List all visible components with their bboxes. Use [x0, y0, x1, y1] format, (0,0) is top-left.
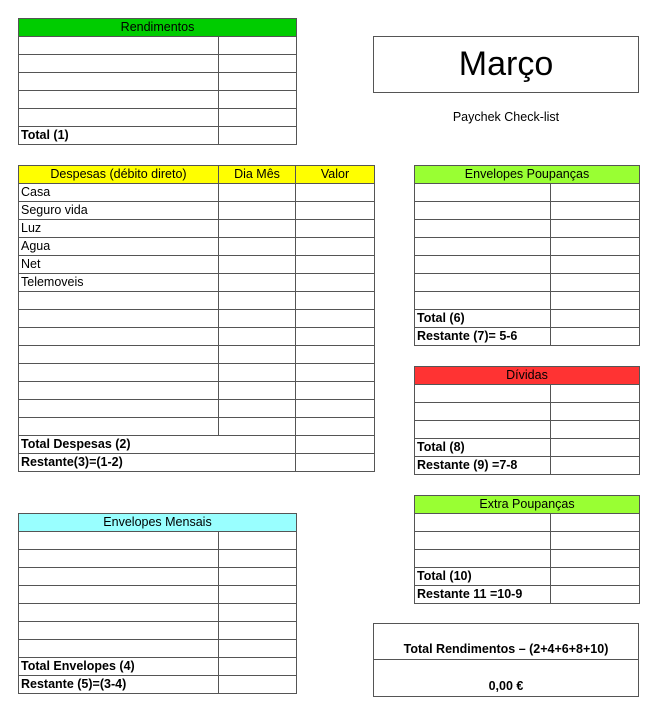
expense-label[interactable] — [19, 328, 219, 346]
table-row — [19, 364, 375, 382]
cell[interactable] — [219, 346, 296, 364]
dividas-table — [414, 366, 640, 475]
cell[interactable] — [219, 202, 296, 220]
total-label: Total Despesas (2) — [19, 436, 296, 454]
cell[interactable] — [296, 310, 375, 328]
grand-total-label: Total Rendimentos – (2+4+6+8+10) — [374, 624, 638, 660]
cell[interactable] — [219, 604, 297, 622]
cell[interactable] — [415, 274, 551, 292]
restante-row — [415, 586, 640, 604]
expense-label[interactable] — [19, 382, 219, 400]
total-row — [415, 439, 640, 457]
extra-poupancas-table — [414, 495, 640, 604]
total-row — [19, 127, 297, 145]
table-row — [415, 184, 640, 202]
restante-row — [415, 457, 640, 475]
cell[interactable] — [415, 532, 551, 550]
restante-value[interactable] — [551, 586, 640, 604]
cell[interactable] — [19, 532, 219, 550]
cell[interactable] — [19, 640, 219, 658]
restante-value[interactable] — [219, 676, 297, 694]
table-row — [415, 202, 640, 220]
table-row — [19, 109, 297, 127]
table-row — [19, 604, 297, 622]
despesas-table — [18, 165, 375, 472]
cell[interactable] — [219, 640, 297, 658]
expense-label[interactable] — [19, 346, 219, 364]
restante-value[interactable] — [551, 328, 640, 346]
table-row — [19, 568, 297, 586]
month-title: Março — [373, 36, 639, 93]
cell[interactable] — [219, 550, 297, 568]
cell[interactable] — [219, 568, 297, 586]
table-row — [415, 532, 640, 550]
expense-label[interactable]: Agua — [19, 238, 219, 256]
cell[interactable] — [19, 550, 219, 568]
cell[interactable] — [551, 421, 640, 439]
cell[interactable] — [296, 364, 375, 382]
cell[interactable] — [551, 238, 640, 256]
total-value[interactable] — [551, 439, 640, 457]
expense-label[interactable] — [19, 364, 219, 382]
cell[interactable] — [219, 382, 296, 400]
table-row — [19, 310, 375, 328]
total-row — [415, 568, 640, 586]
cell[interactable] — [19, 604, 219, 622]
despesas-header: Despesas (débito direto) — [19, 166, 219, 184]
cell[interactable] — [415, 514, 551, 532]
table-row — [415, 220, 640, 238]
table-row — [415, 292, 640, 310]
table-row — [19, 91, 297, 109]
restante-label: Restante (7)= 5-6 — [415, 328, 551, 346]
envelopes-mensais-table — [18, 513, 297, 694]
cell[interactable] — [415, 385, 551, 403]
table-row — [19, 184, 375, 202]
cell[interactable] — [19, 73, 219, 91]
cell[interactable] — [415, 238, 551, 256]
cell[interactable] — [219, 400, 296, 418]
cell[interactable] — [219, 91, 297, 109]
table-row — [19, 346, 375, 364]
cell[interactable] — [551, 256, 640, 274]
cell[interactable] — [551, 220, 640, 238]
cell[interactable] — [551, 184, 640, 202]
valor-header: Valor — [296, 166, 375, 184]
table-row — [19, 238, 375, 256]
total-label: Total (10) — [415, 568, 551, 586]
cell[interactable] — [415, 421, 551, 439]
rendimentos-header: Rendimentos — [19, 19, 297, 37]
extra-poupancas-header: Extra Poupanças — [415, 496, 640, 514]
total-label: Total (1) — [19, 127, 219, 145]
table-row — [19, 640, 297, 658]
cell[interactable] — [551, 403, 640, 421]
table-row — [19, 292, 375, 310]
restante-row — [19, 454, 375, 472]
expense-label[interactable]: Casa — [19, 184, 219, 202]
cell[interactable] — [19, 37, 219, 55]
expense-label[interactable]: Seguro vida — [19, 202, 219, 220]
table-row — [415, 403, 640, 421]
table-row — [415, 274, 640, 292]
cell[interactable] — [415, 184, 551, 202]
cell[interactable] — [296, 274, 375, 292]
table-row — [415, 421, 640, 439]
cell[interactable] — [219, 73, 297, 91]
table-row — [415, 550, 640, 568]
cell[interactable] — [415, 292, 551, 310]
cell[interactable] — [19, 622, 219, 640]
cell[interactable] — [219, 622, 297, 640]
total-value[interactable] — [551, 310, 640, 328]
total-row — [19, 658, 297, 676]
expense-label[interactable] — [19, 292, 219, 310]
cell[interactable] — [219, 328, 296, 346]
dia-mes-header: Dia Mês — [219, 166, 296, 184]
cell[interactable] — [219, 418, 296, 436]
table-row — [19, 532, 297, 550]
cell[interactable] — [551, 385, 640, 403]
restante-label: Restante 11 =10-9 — [415, 586, 551, 604]
cell[interactable] — [219, 238, 296, 256]
cell[interactable] — [219, 109, 297, 127]
grand-total-value: 0,00 € — [488, 679, 524, 693]
expense-label[interactable] — [19, 310, 219, 328]
cell[interactable] — [296, 292, 375, 310]
cell[interactable] — [296, 382, 375, 400]
cell[interactable] — [296, 202, 375, 220]
total-row — [19, 436, 375, 454]
table-row — [19, 622, 297, 640]
total-value[interactable] — [296, 436, 375, 454]
expense-label[interactable] — [19, 418, 219, 436]
cell[interactable] — [296, 400, 375, 418]
cell[interactable] — [219, 310, 296, 328]
cell[interactable] — [219, 55, 297, 73]
table-row — [19, 256, 375, 274]
restante-value[interactable] — [551, 457, 640, 475]
cell[interactable] — [19, 55, 219, 73]
cell[interactable] — [551, 202, 640, 220]
total-label: Total Envelopes (4) — [19, 658, 219, 676]
cell[interactable] — [19, 91, 219, 109]
table-row — [19, 586, 297, 604]
envelopes-poupancas-header: Envelopes Poupanças — [415, 166, 640, 184]
total-value[interactable] — [551, 568, 640, 586]
cell[interactable] — [296, 184, 375, 202]
cell[interactable] — [415, 220, 551, 238]
cell[interactable] — [219, 220, 296, 238]
dividas-header: Dívidas — [415, 367, 640, 385]
table-row — [19, 55, 297, 73]
table-row — [19, 274, 375, 292]
cell[interactable] — [19, 109, 219, 127]
cell[interactable] — [551, 532, 640, 550]
table-row — [19, 220, 375, 238]
expense-label[interactable]: Net — [19, 256, 219, 274]
expense-label[interactable]: Luz — [19, 220, 219, 238]
cell[interactable] — [296, 256, 375, 274]
cell[interactable] — [551, 292, 640, 310]
total-value[interactable] — [219, 658, 297, 676]
cell[interactable] — [296, 220, 375, 238]
cell[interactable] — [19, 586, 219, 604]
total-row — [415, 310, 640, 328]
table-row — [19, 382, 375, 400]
restante-row — [19, 676, 297, 694]
cell[interactable] — [551, 274, 640, 292]
cell[interactable] — [219, 37, 297, 55]
total-label: Total (6) — [415, 310, 551, 328]
cell[interactable] — [219, 256, 296, 274]
cell[interactable] — [296, 328, 375, 346]
table-row — [19, 73, 297, 91]
cell[interactable] — [219, 532, 297, 550]
cell[interactable] — [296, 346, 375, 364]
total-value[interactable] — [219, 127, 297, 145]
cell[interactable] — [219, 586, 297, 604]
cell[interactable] — [415, 256, 551, 274]
cell[interactable] — [551, 514, 640, 532]
envelopes-poupancas-table — [414, 165, 640, 346]
cell[interactable] — [219, 274, 296, 292]
table-row — [19, 37, 297, 55]
cell[interactable] — [219, 184, 296, 202]
subtitle: Paychek Check-list — [452, 110, 560, 124]
restante-label: Restante(3)=(1-2) — [19, 454, 296, 472]
total-label: Total (8) — [415, 439, 551, 457]
grand-total-box — [373, 623, 639, 697]
cell[interactable] — [415, 202, 551, 220]
cell[interactable] — [415, 403, 551, 421]
expense-label[interactable]: Telemoveis — [19, 274, 219, 292]
restante-label: Restante (5)=(3-4) — [19, 676, 219, 694]
table-row — [415, 514, 640, 532]
cell[interactable] — [551, 550, 640, 568]
table-row — [19, 400, 375, 418]
restante-value[interactable] — [296, 454, 375, 472]
cell[interactable] — [415, 550, 551, 568]
table-row — [415, 256, 640, 274]
table-row — [19, 550, 297, 568]
cell[interactable] — [296, 238, 375, 256]
envelopes-mensais-header: Envelopes Mensais — [19, 514, 297, 532]
cell[interactable] — [296, 418, 375, 436]
expense-label[interactable] — [19, 400, 219, 418]
rendimentos-table — [18, 18, 297, 145]
table-row — [19, 202, 375, 220]
restante-label: Restante (9) =7-8 — [415, 457, 551, 475]
restante-row — [415, 328, 640, 346]
table-row — [415, 385, 640, 403]
table-row — [415, 238, 640, 256]
table-row — [19, 328, 375, 346]
cell[interactable] — [219, 292, 296, 310]
cell[interactable] — [219, 364, 296, 382]
cell[interactable] — [19, 568, 219, 586]
table-row — [19, 418, 375, 436]
